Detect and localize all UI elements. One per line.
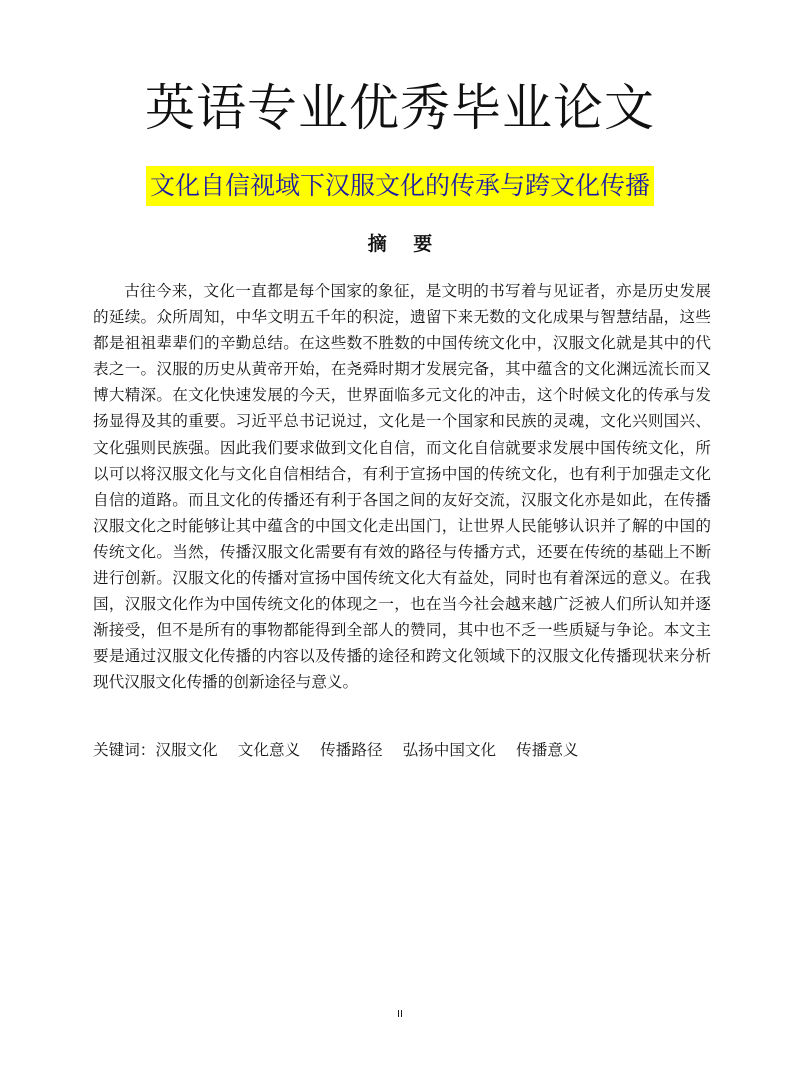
keyword-item: 文化意义	[237, 741, 301, 759]
page-number: II	[397, 1009, 403, 1020]
main-title: 英语专业优秀毕业论文	[145, 79, 655, 137]
keyword-item: 汉服文化	[155, 741, 218, 759]
keywords-label: 关键词：	[93, 741, 156, 759]
keyword-item: 弘扬中国文化	[402, 741, 497, 759]
keyword-item: 传播意义	[516, 741, 579, 759]
keywords-line	[93, 737, 711, 763]
abstract-body: 古往今来，文化一直都是每个国家的象征，是文明的书写着与见证者，亦是历史发展的延续。众所周知，中华文明五千年的积淀，遗留下来无数的文化成果与智慧结晶，这些都是祖祖辈辈们的辛勤总结。在这些数不胜数的中国传统文化中，汉服文化就是其中的代表之一。汉服的历史从黄帝开始，在尧舜时期才发展完备，其中蕴含的文化渊远流长而又博大精深。在文化快速发展的今天，世界面临多元文化的冲击，这个时候文化的传承与发扬显得及其的重要。习近平总书记说过，文化是一个国家和民族的灵魂，文化兴则国兴、文化强则民族强。因此我们要求做到文化自信，而文化自信就要求发展中国传统文化，所以可以将汉服文化与文化自信相结合，有利于宣扬中国的传统文化，也有利于加强走文化自信的道路。而且文化的传播还有利于各国之间的友好交流，汉服文化亦是如此，在传播汉服文化之时能够让其中蕴含的中国文化走出国门，让世界人民能够认识并了解的中国的传统文化。当然，传播汉服文化需要有有效的路径与传播方式，还要在传统的基础上不断进行创新。汉服文化的传播对宣扬中国传统文化大有益处，同时也有着深远的意义。在我国，汉服文化作为中国传统文化的体现之一，也在当今社会越来越广泛被人们所认知并逐渐接受，但不是所有的事物都能得到全部人的赞同，其中也不乏一些质疑与争论。本文主要是通过汉服文化传播的内容以及传播的途径和跨文化领域下的汉服文化传播现状来分析现代汉服文化传播的创新途径与意义。	[93, 282, 711, 692]
abstract-heading: 摘 要	[367, 233, 443, 255]
thesis-subtitle: 文化自信视域下汉服文化的传承与跨文化传播	[146, 166, 654, 206]
keyword-item: 传播路径	[320, 741, 383, 759]
subtitle-container	[0, 166, 800, 206]
